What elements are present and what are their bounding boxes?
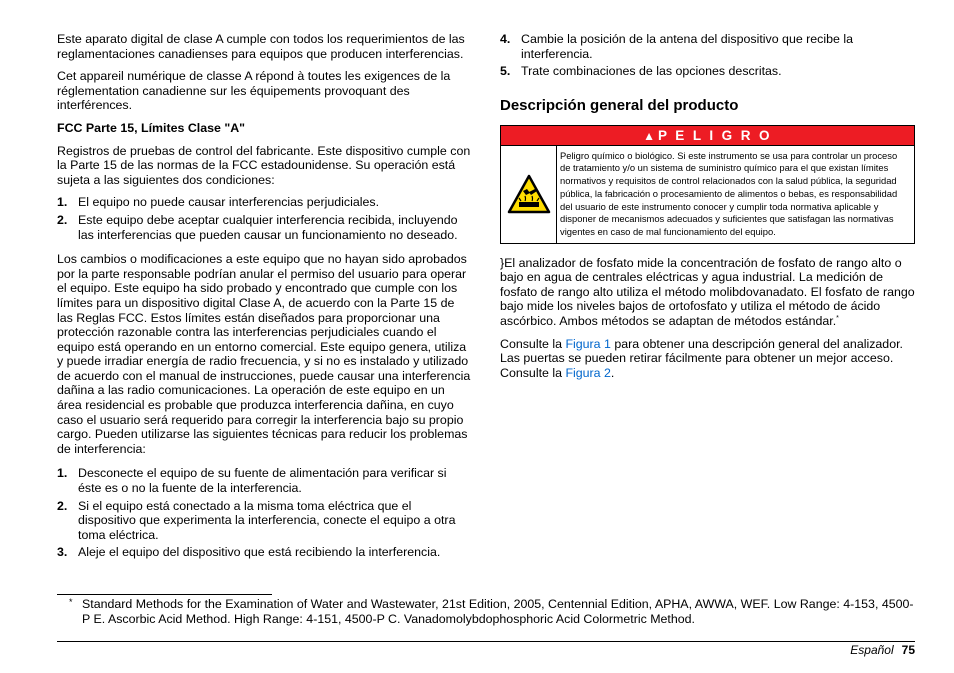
right-column bbox=[500, 32, 915, 388]
footnote-mark: * bbox=[69, 597, 73, 607]
danger-icon-cell bbox=[501, 146, 557, 243]
page-number: 75 bbox=[901, 643, 915, 657]
list-number: 1. bbox=[57, 466, 68, 481]
list-item bbox=[57, 195, 471, 210]
warning-triangle-icon: ▲ bbox=[643, 128, 655, 143]
danger-label: P E L I G R O bbox=[657, 127, 772, 143]
techniques-list-continued bbox=[500, 32, 915, 79]
danger-text: Peligro químico o biológico. Si este instrumento se usa para controlar un proceso de tratamiento y/o un sistema de suministro químico para el que existan límites normativos y requisitos de control relacionados con la salud pública, la seguridad pública, la fabricación o procesamiento de alimentos o bebas, es responsabilidad del usuario de este instrumento conocer y cumplir toda normativa aplicable y disponer de mecanismos adecuados y suficientes que satisfagan las normativas vigentes en caso de mal funcionamiento del equipo. bbox=[560, 149, 898, 237]
figures-text-1: Consulte la bbox=[500, 336, 566, 351]
list-item bbox=[57, 545, 471, 560]
left-column bbox=[57, 32, 471, 570]
footnote-divider bbox=[57, 594, 272, 595]
list-number: 2. bbox=[57, 212, 68, 227]
list-text: El equipo no puede causar interferencias perjudiciales. bbox=[78, 195, 380, 210]
danger-body bbox=[501, 146, 914, 243]
paragraph-canada-es: Este aparato digital de clase A cumple con todos los requerimientos de las reglamentaciones canadienses para equipos que producen interferencias. bbox=[57, 32, 465, 61]
list-number: 1. bbox=[57, 195, 68, 210]
paragraph-canada-fr: Cet appareil numérique de classe A répond à toutes les exigences de la réglementation canadienne sur les équipements provoquant des interférences. bbox=[57, 69, 451, 113]
fcc-heading: FCC Parte 15, Límites Clase "A" bbox=[57, 120, 246, 135]
list-item bbox=[500, 32, 915, 61]
danger-header bbox=[501, 126, 914, 146]
figure-2-link[interactable]: Figura 2 bbox=[565, 365, 611, 380]
list-text: Cambie la posición de la antena del dispositivo que recibe la interferencia. bbox=[521, 32, 854, 61]
analyzer-text: }El analizador de fosfato mide la concentración de fosfato de rango alto o bajo en agua de centrales eléctricas y agua industrial. La medición de fosfato de rango alto utiliza el método molibdovanadato. El fosfato de rango bajo mide los niveles bajos de ortofosfato y utiliza el método de ácido ascórbico. Ambos métodos se adaptan de métodos estándar. bbox=[500, 255, 915, 329]
page-footer bbox=[850, 643, 915, 657]
list-number: 3. bbox=[57, 545, 68, 560]
paragraph-fcc-intro: Registros de pruebas de control del fabricante. Este dispositivo cumple con la Parte 15 de las normas de la FCC estadounidense. Su operación está sujeta a las siguientes dos condiciones: bbox=[57, 143, 471, 187]
list-item bbox=[500, 64, 915, 79]
paragraph-figures bbox=[500, 337, 915, 381]
techniques-list bbox=[57, 466, 471, 560]
danger-box bbox=[500, 125, 915, 244]
footnote bbox=[57, 597, 917, 627]
list-text: Trate combinaciones de las opciones descritas. bbox=[521, 64, 782, 79]
list-text: Este equipo debe aceptar cualquier interferencia recibida, incluyendo las interferencias que pueden causar un funcionamiento no deseado. bbox=[78, 212, 458, 242]
list-number: 4. bbox=[500, 32, 511, 46]
corrosive-hazard-icon bbox=[507, 174, 551, 214]
paragraph-analyzer bbox=[500, 256, 915, 329]
list-text: Aleje el equipo del dispositivo que está recibiendo la interferencia. bbox=[78, 545, 441, 560]
list-text: Desconecte el equipo de su fuente de alimentación para verificar si éste es o no la fuente de la interferencia. bbox=[78, 466, 447, 496]
conditions-list bbox=[57, 195, 471, 242]
figures-text-2: para obtener una descripción general del analizador. Las puertas se pueden retirar fácilmente para obtener un mejor acceso. Consulte la bbox=[500, 336, 903, 380]
figures-text-3: . bbox=[610, 365, 615, 380]
list-number: 5. bbox=[500, 64, 511, 79]
footer-divider bbox=[57, 641, 915, 642]
list-item bbox=[57, 466, 471, 495]
paragraph-fcc-body: Los cambios o modificaciones a este equipo que no hayan sido aprobados por la parte responsable podrían anular el permiso del usuario para operar el equipo. Este equipo ha sido probado y encontrado que cumple con los límites para un dispositivo digital Clase A, de acuerdo con la Parte 15 de las Reglas FCC. Estos límites están diseñados para proporcionar una protección razonable contra las interferencias perjudiciales cuando el equipo está operando en un entorno comercial. Este equipo genera, utiliza y puede irradiar energía de radio frecuencia, y si no es instalado y utilizado de acuerdo con el manual de instrucciones, puede causar una interferencia dañina a las radio comunicaciones. La operación de este equipo en un área residencial es probable que produzca interferencia dañina, en cuyo caso el usuario será requerido para corregir la interferencia bajo su propio cargo. Pueden utilizarse las siguientes técnicas para reducir los problemas de interferencia: bbox=[57, 252, 471, 456]
footer-language: Español bbox=[850, 643, 894, 657]
figure-1-link[interactable]: Figura 1 bbox=[565, 336, 611, 351]
list-text: Si el equipo está conectado a la misma toma eléctrica que el dispositivo que experimenta la interferencia, conecte el equipo a otra toma eléctrica. bbox=[78, 498, 456, 542]
section-heading: Descripción general del producto bbox=[500, 96, 739, 114]
footnote-reference[interactable]: * bbox=[836, 314, 839, 322]
footnote-text: Standard Methods for the Examination of Water and Wastewater, 21st Edition, 2005, Centennial Edition, APHA, AWWA, WEF. Low Range: 4-153, 4500-P E. Ascorbic Acid Method. High Range: 4-151, 4500-P C. Vanadomolybdophosphoric Acid Colormetric Method. bbox=[82, 597, 914, 626]
list-item bbox=[57, 213, 471, 242]
list-item bbox=[57, 499, 471, 543]
list-number: 2. bbox=[57, 498, 68, 513]
